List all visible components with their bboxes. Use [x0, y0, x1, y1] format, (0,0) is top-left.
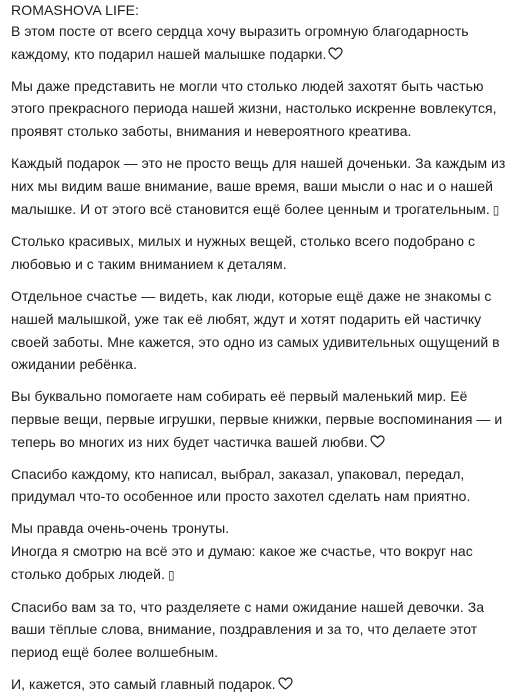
missing-glyph-icon: ▯ [167, 567, 175, 582]
paragraph-9 [11, 596, 513, 664]
paragraph-text: Столько красивых, милых и нужных вещей, столько всего подобрано с любовью и с таким вниманием к деталям. [11, 233, 476, 273]
paragraph-text: В этом посте от всего сердца хочу выразить огромную благодарность каждому, кто подарил нашей малышке подарки. [11, 23, 469, 62]
heart-outline-icon [328, 47, 343, 60]
paragraph-line: Иногда я смотрю на всё это и думаю: какое же счастье, что вокруг нас столько добрых людей. [11, 542, 473, 582]
paragraph-1 [11, 20, 513, 66]
paragraph-7 [11, 463, 513, 509]
paragraph-text: Каждый подарок — это не просто вещь для нашей доченьки. За каждым из них мы видим ваше внимание, ваше время, ваши мысли о нас и о нашей малышке. И от этого всё становится ещё более ценным и трогательным. [11, 154, 506, 217]
paragraph-2 [11, 75, 513, 143]
paragraph-4 [11, 230, 513, 276]
paragraph-text: Спасибо вам за то, что разделяете с нами ожидание нашей девочки. За ваши тёплые слова, внимание, поздравления и за то, что делаете этот период ещё более волшебным. [11, 598, 485, 661]
paragraph-8 [11, 517, 513, 586]
paragraph-text: Спасибо каждому, кто написал, выбрал, заказал, упаковал, передал, придумал что-то особенное или просто захотел сделать нам приятно. [11, 465, 471, 505]
heart-outline-icon [370, 435, 385, 448]
paragraph-10 [11, 673, 513, 696]
post [0, 1, 523, 696]
paragraph-text: Мы даже представить не могли что столько людей захотят быть частью этого прекрасного периода нашей жизни, настолько искренне вовлекутся, проявят столько заботы, внимания и невероятного креатива. [11, 77, 497, 140]
missing-glyph-icon: ▯ [492, 202, 500, 217]
paragraph-3 [11, 152, 513, 221]
post-author: ROMASHOVA LIFE: [11, 2, 140, 18]
paragraph-line: Мы правда очень-очень тронуты. [11, 520, 230, 537]
paragraph-5 [11, 285, 513, 376]
paragraph-text: Отдельное счастье — видеть, как люди, которые ещё даже не знакомы с нашей малышкой, уже так её любят, ждут и хотят подарить ей частичку своей заботы. Мне кажется, это одно из самых удивительных ощущений в ожидании ребёнка. [11, 287, 500, 373]
paragraph-6 [11, 385, 513, 453]
paragraph-text: Вы буквально помогаете нам собирать её первый маленький мир. Её первые вещи, первые игрушки, первые книжки, первые воспоминания — и теперь во многих из них будет частичка вашей любви. [11, 388, 503, 450]
paragraph-text: И, кажется, это самый главный подарок. [11, 675, 276, 692]
heart-outline-icon [278, 677, 293, 690]
